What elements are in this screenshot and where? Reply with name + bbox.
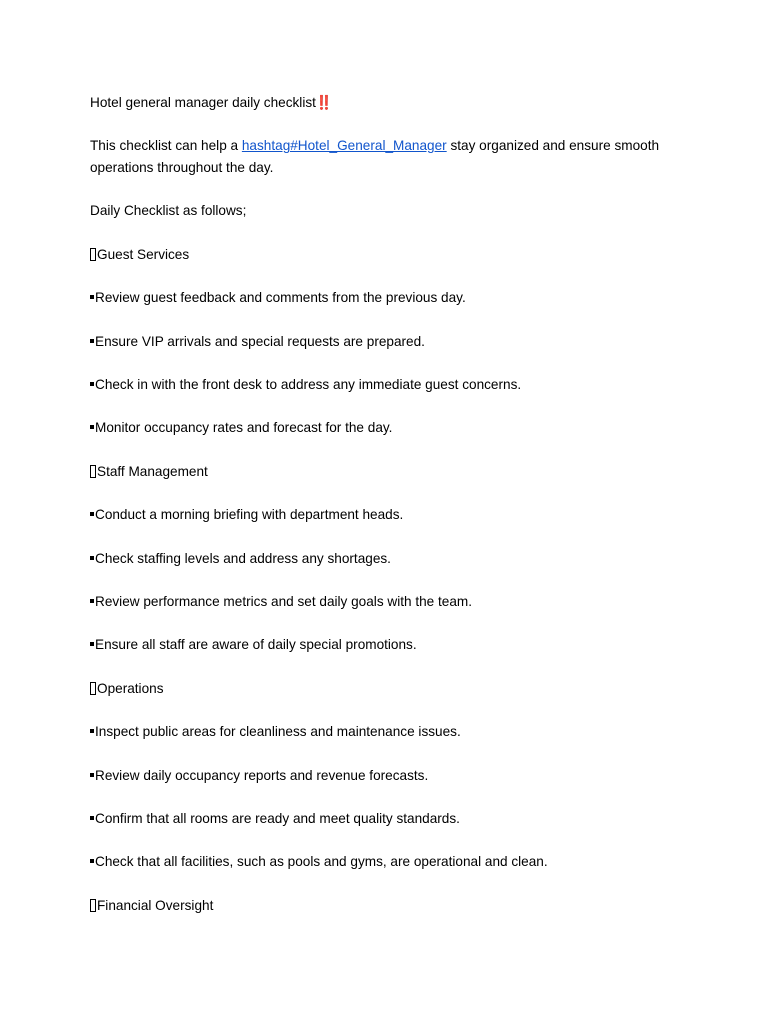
intro-text-before-link: This checklist can help a [90,138,242,154]
bullet-icon [90,599,94,603]
checklist-item-text: Check that all facilities, such as pools and gyms, are operational and clean. [95,854,548,870]
intro-text-after-link: stay organized and ensure smooth operations throughout the day. [90,138,660,176]
checklist-item-text: Ensure all staff are aware of daily special promotions. [95,637,417,653]
checklist-item-text: Confirm that all rooms are ready and meet quality standards. [95,810,460,826]
section-heading-label: Guest Services [97,246,190,262]
checklist-item [90,721,680,743]
bullet-icon [90,859,94,863]
checklist-item-text: Review guest feedback and comments from the previous day. [95,290,466,306]
bullet-icon [90,425,94,429]
checklist-item-text: Ensure VIP arrivals and special requests are prepared. [95,333,425,349]
missing-glyph-box-icon [90,899,96,912]
checklist-item [90,548,680,570]
section-heading-financial-oversight [90,895,680,917]
bullet-icon [90,773,94,777]
checklist-item [90,765,680,787]
checklist-item [90,374,680,396]
checklist-item-text: Review daily occupancy reports and revenue forecasts. [95,767,429,783]
section-heading-label: Operations [97,680,164,696]
checklist-item-text: Inspect public areas for cleanliness and maintenance issues. [95,724,461,740]
document-body [90,92,680,938]
bullet-icon [90,339,94,343]
section-heading-label: Financial Oversight [97,897,214,913]
bullet-icon [90,382,94,386]
missing-glyph-box-icon [90,465,96,478]
checklist-item [90,417,680,439]
daily-checklist-heading: Daily Checklist as follows; [90,203,247,219]
bullet-icon [90,642,94,646]
bullet-icon [90,729,94,733]
section-heading-guest-services [90,244,680,266]
bullet-icon [90,556,94,560]
bullet-icon [90,295,94,299]
checklist-item [90,504,680,526]
checklist-item-text: Monitor occupancy rates and forecast for the day. [95,420,393,436]
checklist-item-text: Review performance metrics and set daily goals with the team. [95,594,473,609]
hashtag-link[interactable]: hashtag#Hotel_General_Manager [241,138,447,154]
intro-paragraph [90,135,680,178]
section-heading-staff-management [90,461,680,483]
checklist-item [90,808,680,830]
checklist-item-text: Check staffing levels and address any shortages. [95,550,391,566]
section-heading-operations [90,678,680,700]
bullet-icon [90,512,94,516]
checklist-item [90,287,680,309]
checklist-item-text: Conduct a morning briefing with department heads. [95,507,404,523]
bullet-icon [90,816,94,820]
section-heading-label: Staff Management [97,463,208,479]
checklist-item [90,331,680,353]
checklist-item [90,591,680,613]
missing-glyph-box-icon [90,682,96,695]
checklist-item-text: Check in with the front desk to address any immediate guest concerns. [95,377,522,393]
checklist-item [90,634,680,656]
missing-glyph-box-icon [90,248,96,261]
document-title: Hotel general manager daily checklist‼️ [90,95,333,110]
checklist-item [90,851,680,873]
